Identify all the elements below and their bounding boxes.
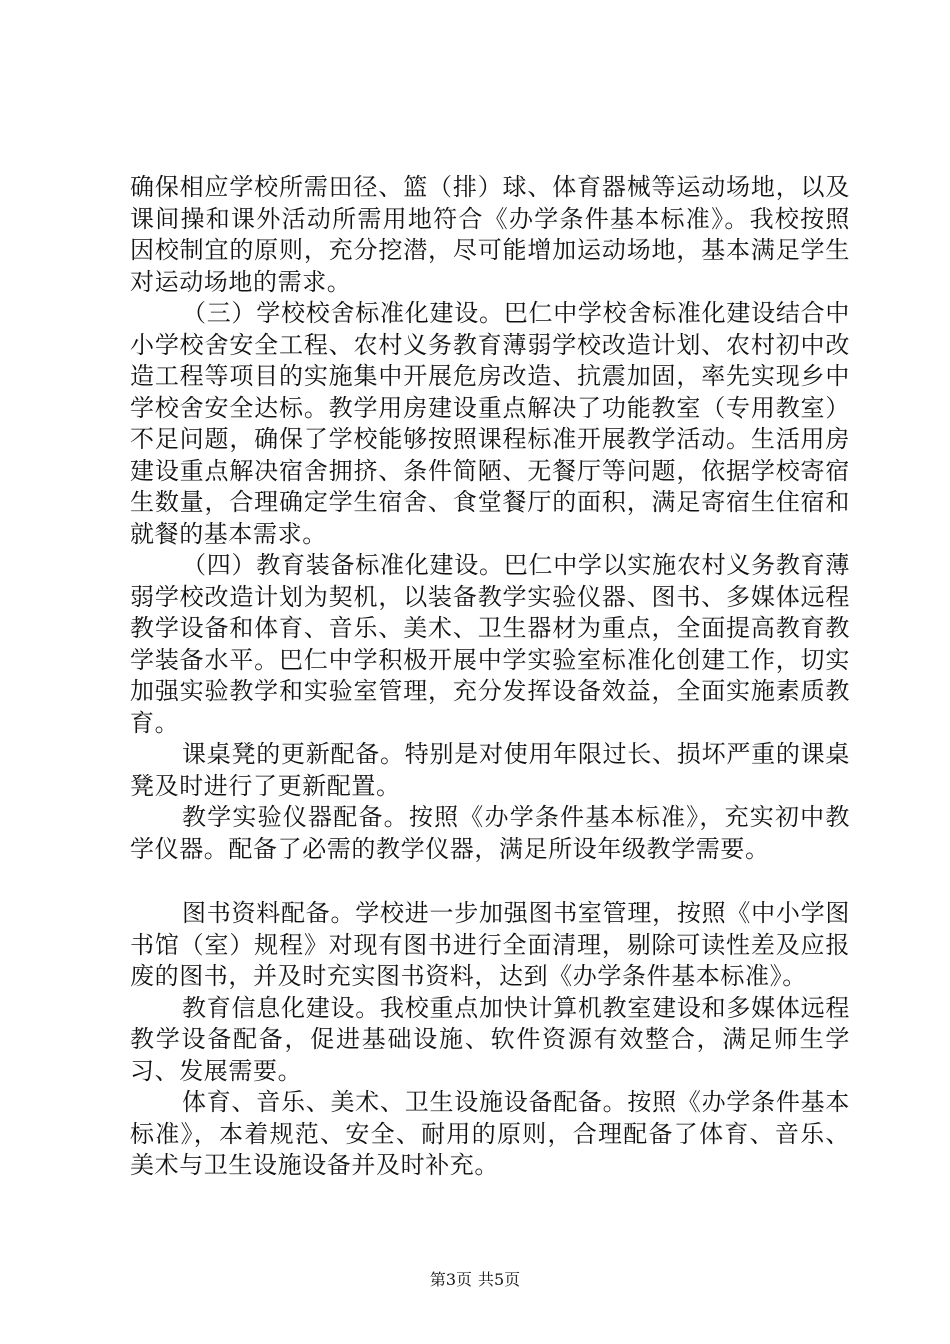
paragraph-desks-chairs: 课桌凳的更新配备。特别是对使用年限过长、损坏严重的课桌凳及时进行了更新配置。 [130,740,850,800]
paragraph-informatization: 教育信息化建设。我校重点加快计算机教室建设和多媒体远程教学设备配备，促进基础设施、软件资源有效整合，满足师生学习、发展需要。 [130,993,850,1085]
page-total: 共5页 [478,1270,521,1289]
page-number: 第3页 [429,1270,472,1289]
paragraph-lab-instruments: 教学实验仪器配备。按照《办学条件基本标准》，充实初中教学仪器。配备了必需的教学仪器，满足所设年级教学需要。 [130,803,850,863]
paragraph-sports-grounds: 确保相应学校所需田径、篮（排）球、体育器械等运动场地，以及课间操和课外活动所需用地符合《办学条件基本标准》。我校按照因校制宜的原则，充分挖潜，尽可能增加运动场地，基本满足学生对运动场地的需求。 [130,173,850,296]
document-body [130,172,850,1182]
paragraph-education-equipment: （四）教育装备标准化建设。巴仁中学以实施农村义务教育薄弱学校改造计划为契机，以装备教学实验仪器、图书、多媒体远程教学设备和体育、音乐、美术、卫生器材为重点，全面提高教育教学装备水平。巴仁中学积极开展中学实验室标准化创建工作，切实加强实验教学和实验室管理，充分发挥设备效益，全面实施素质教育。 [130,551,850,737]
page-footer [0,1270,950,1290]
paragraph-library-materials: 图书资料配备。学校进一步加强图书室管理，按照《中小学图书馆（室）规程》对现有图书进行全面清理，剔除可读性差及应报废的图书，并及时充实图书资料，达到《办学条件基本标准》。 [130,899,850,990]
paragraph-pe-music-art-health: 体育、音乐、美术、卫生设施设备配备。按照《办学条件基本标准》，本着规范、安全、耐用的原则，合理配备了体育、音乐、美术与卫生设施设备并及时补充。 [130,1088,850,1179]
paragraph-school-buildings: （三）学校校舍标准化建设。巴仁中学校舍标准化建设结合中小学校舍安全工程、农村义务教育薄弱学校改造计划、农村初中改造工程等项目的实施集中开展危房改造、抗震加固，率先实现乡中学校舍安全达标。教学用房建设重点解决了功能教室（专用教室）不足问题，确保了学校能够按照课程标准开展教学活动。生活用房建设重点解决宿舍拥挤、条件简陋、无餐厅等问题，依据学校寄宿生数量，合理确定学生宿舍、食堂餐厅的面积，满足寄宿生住宿和就餐的基本需求。 [130,299,850,548]
